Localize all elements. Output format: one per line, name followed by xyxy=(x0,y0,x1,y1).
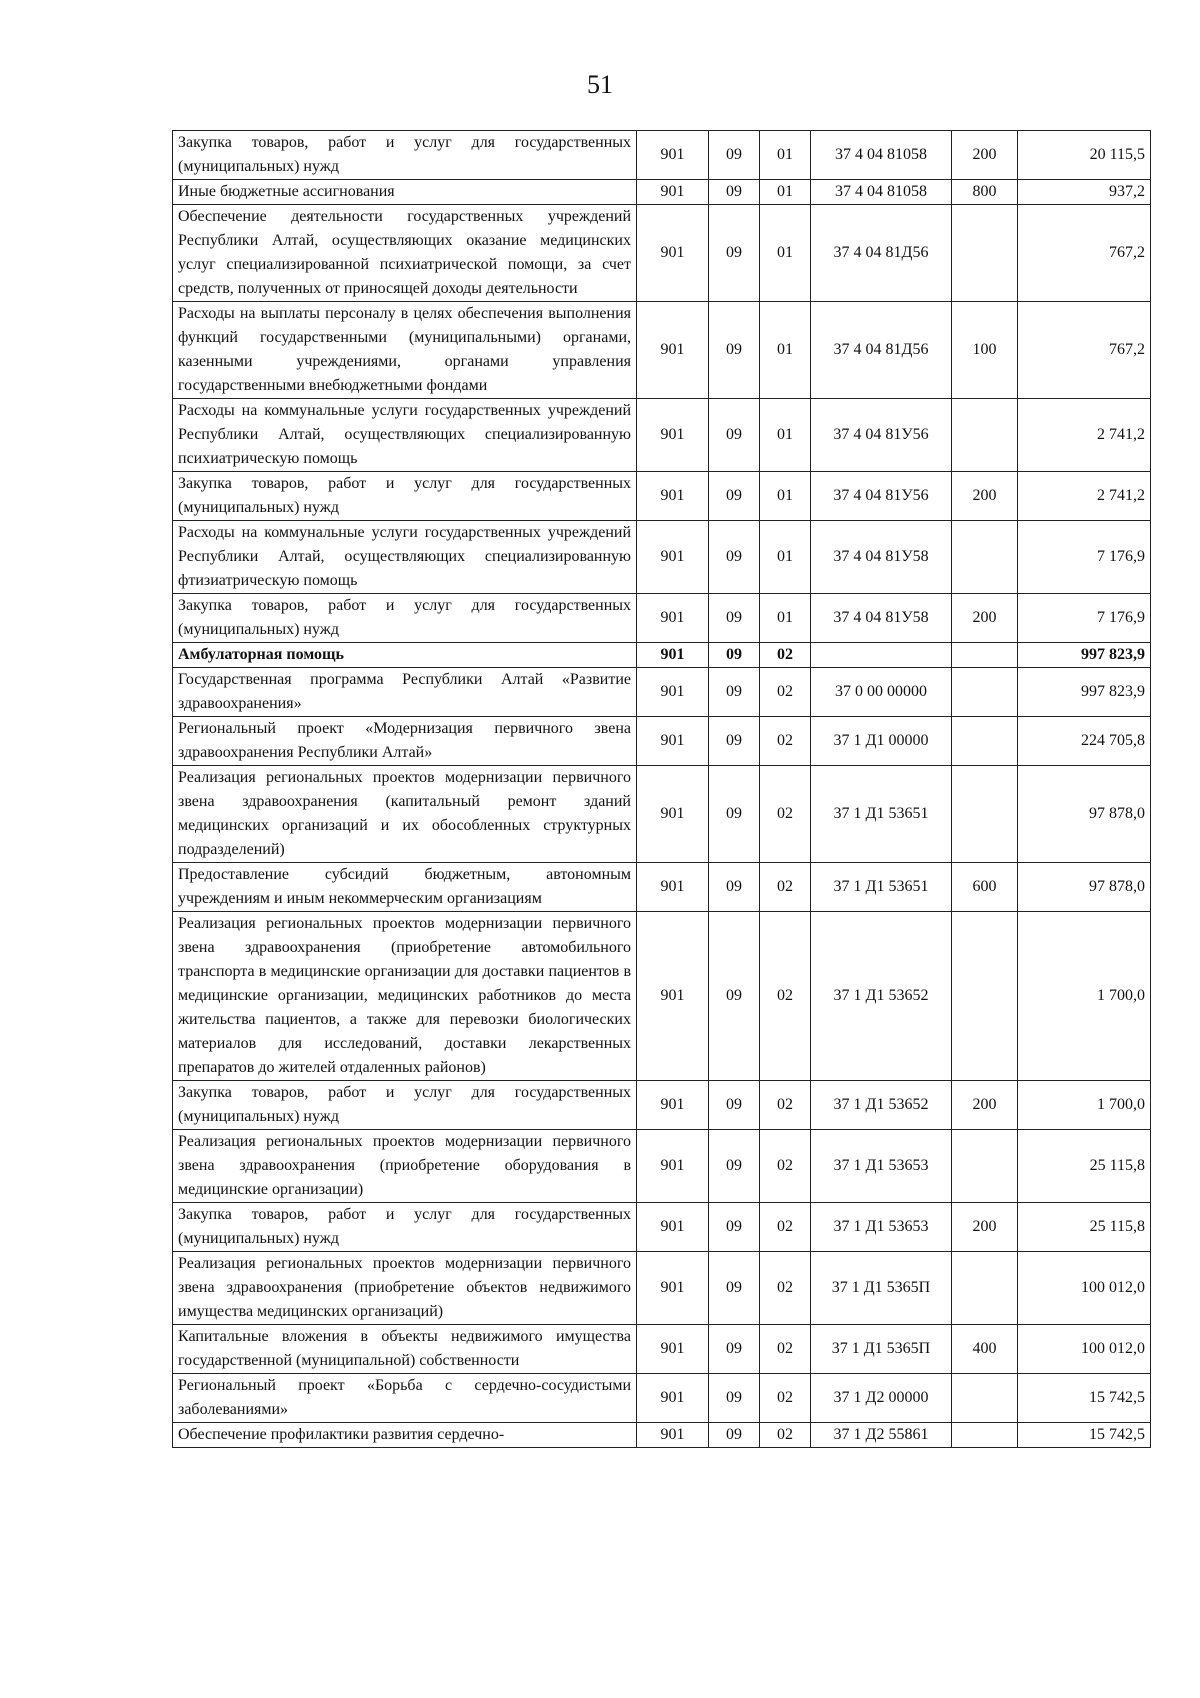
target-article-code: 37 1 Д1 53652 xyxy=(811,912,952,1081)
subsection-code: 01 xyxy=(760,472,811,521)
ministry-code: 901 xyxy=(637,472,709,521)
section-code: 09 xyxy=(709,399,760,472)
section-code: 09 xyxy=(709,1203,760,1252)
amount-value: 100 012,0 xyxy=(1018,1252,1151,1325)
subsection-code: 01 xyxy=(760,131,811,180)
section-code: 09 xyxy=(709,766,760,863)
ministry-code: 901 xyxy=(637,1325,709,1374)
ministry-code: 901 xyxy=(637,643,709,668)
row-description: Реализация региональных проектов модернизации первичного звена здравоохранения (приобретение автомобильного транспорта в медицинские организации для доставки пациентов в медицинские организации, медицинских работников до места жительства пациентов, а также для перевозки биологических материалов для исследований, доставки лекарственных препаратов до жителей отдаленных районов) xyxy=(173,912,637,1081)
section-code: 09 xyxy=(709,131,760,180)
ministry-code: 901 xyxy=(637,1252,709,1325)
table-row xyxy=(173,1081,1151,1130)
section-code: 09 xyxy=(709,1081,760,1130)
table-row xyxy=(173,1252,1151,1325)
target-article-code xyxy=(811,643,952,668)
target-article-code: 37 4 04 81Д56 xyxy=(811,205,952,302)
section-code: 09 xyxy=(709,717,760,766)
expense-type-code: 400 xyxy=(952,1325,1018,1374)
subsection-code: 02 xyxy=(760,1325,811,1374)
row-description: Закупка товаров, работ и услуг для государственных (муниципальных) нужд xyxy=(173,131,637,180)
table-row xyxy=(173,594,1151,643)
subsection-code: 01 xyxy=(760,594,811,643)
subsection-code: 02 xyxy=(760,643,811,668)
amount-value: 15 742,5 xyxy=(1018,1423,1151,1448)
expense-type-code: 800 xyxy=(952,180,1018,205)
amount-value: 25 115,8 xyxy=(1018,1203,1151,1252)
row-description: Расходы на коммунальные услуги государственных учреждений Республики Алтай, осуществляющих специализированную психиатрическую помощь xyxy=(173,399,637,472)
section-code: 09 xyxy=(709,205,760,302)
amount-value: 937,2 xyxy=(1018,180,1151,205)
amount-value: 100 012,0 xyxy=(1018,1325,1151,1374)
ministry-code: 901 xyxy=(637,302,709,399)
expense-type-code xyxy=(952,912,1018,1081)
target-article-code: 37 4 04 81058 xyxy=(811,180,952,205)
ministry-code: 901 xyxy=(637,521,709,594)
table-row xyxy=(173,863,1151,912)
subsection-code: 02 xyxy=(760,1130,811,1203)
expense-type-code xyxy=(952,717,1018,766)
amount-value: 7 176,9 xyxy=(1018,521,1151,594)
subsection-code: 01 xyxy=(760,521,811,594)
subsection-code: 02 xyxy=(760,1203,811,1252)
expense-type-code xyxy=(952,668,1018,717)
ministry-code: 901 xyxy=(637,594,709,643)
target-article-code: 37 1 Д1 53651 xyxy=(811,863,952,912)
target-article-code: 37 0 00 00000 xyxy=(811,668,952,717)
amount-value: 97 878,0 xyxy=(1018,766,1151,863)
target-article-code: 37 1 Д2 55861 xyxy=(811,1423,952,1448)
expense-type-code xyxy=(952,643,1018,668)
section-code: 09 xyxy=(709,594,760,643)
target-article-code: 37 4 04 81У56 xyxy=(811,472,952,521)
expense-type-code: 200 xyxy=(952,1081,1018,1130)
row-description: Реализация региональных проектов модернизации первичного звена здравоохранения (приобретение оборудования в медицинские организации) xyxy=(173,1130,637,1203)
row-description: Закупка товаров, работ и услуг для государственных (муниципальных) нужд xyxy=(173,594,637,643)
subsection-code: 01 xyxy=(760,302,811,399)
table-row xyxy=(173,399,1151,472)
ministry-code: 901 xyxy=(637,1130,709,1203)
row-description: Региональный проект «Борьба с сердечно-сосудистыми заболеваниями» xyxy=(173,1374,637,1423)
ministry-code: 901 xyxy=(637,717,709,766)
table-row xyxy=(173,1203,1151,1252)
row-description: Иные бюджетные ассигнования xyxy=(173,180,637,205)
target-article-code: 37 1 Д2 00000 xyxy=(811,1374,952,1423)
expense-type-code xyxy=(952,1374,1018,1423)
subsection-code: 02 xyxy=(760,863,811,912)
expense-type-code xyxy=(952,205,1018,302)
amount-value: 997 823,9 xyxy=(1018,643,1151,668)
table-row xyxy=(173,766,1151,863)
section-code: 09 xyxy=(709,1252,760,1325)
ministry-code: 901 xyxy=(637,1081,709,1130)
ministry-code: 901 xyxy=(637,1423,709,1448)
table-row xyxy=(173,717,1151,766)
amount-value: 15 742,5 xyxy=(1018,1374,1151,1423)
expense-type-code xyxy=(952,766,1018,863)
row-description: Закупка товаров, работ и услуг для государственных (муниципальных) нужд xyxy=(173,1203,637,1252)
target-article-code: 37 1 Д1 53651 xyxy=(811,766,952,863)
section-code: 09 xyxy=(709,863,760,912)
row-description: Государственная программа Республики Алтай «Развитие здравоохранения» xyxy=(173,668,637,717)
table-row xyxy=(173,643,1151,668)
section-code: 09 xyxy=(709,912,760,1081)
expense-type-code: 200 xyxy=(952,131,1018,180)
expense-type-code: 200 xyxy=(952,472,1018,521)
section-code: 09 xyxy=(709,643,760,668)
section-code: 09 xyxy=(709,1325,760,1374)
section-code: 09 xyxy=(709,1374,760,1423)
amount-value: 767,2 xyxy=(1018,205,1151,302)
budget-table xyxy=(172,130,1151,1448)
section-code: 09 xyxy=(709,1423,760,1448)
row-description: Реализация региональных проектов модернизации первичного звена здравоохранения (приобретение объектов недвижимого имущества медицинских организаций) xyxy=(173,1252,637,1325)
table-row xyxy=(173,1325,1151,1374)
section-code: 09 xyxy=(709,668,760,717)
table-row xyxy=(173,180,1151,205)
target-article-code: 37 1 Д1 5365П xyxy=(811,1325,952,1374)
table-row xyxy=(173,668,1151,717)
amount-value: 1 700,0 xyxy=(1018,1081,1151,1130)
subsection-code: 02 xyxy=(760,912,811,1081)
ministry-code: 901 xyxy=(637,205,709,302)
amount-value: 997 823,9 xyxy=(1018,668,1151,717)
target-article-code: 37 1 Д1 5365П xyxy=(811,1252,952,1325)
amount-value: 1 700,0 xyxy=(1018,912,1151,1081)
section-code: 09 xyxy=(709,521,760,594)
amount-value: 97 878,0 xyxy=(1018,863,1151,912)
row-description: Расходы на коммунальные услуги государственных учреждений Республики Алтай, осуществляющих специализированную фтизиатрическую помощь xyxy=(173,521,637,594)
ministry-code: 901 xyxy=(637,1374,709,1423)
row-description: Закупка товаров, работ и услуг для государственных (муниципальных) нужд xyxy=(173,472,637,521)
table-row xyxy=(173,131,1151,180)
section-code: 09 xyxy=(709,1130,760,1203)
expense-type-code xyxy=(952,1130,1018,1203)
expense-type-code xyxy=(952,1423,1018,1448)
table-row xyxy=(173,1130,1151,1203)
target-article-code: 37 1 Д1 00000 xyxy=(811,717,952,766)
budget-table-body xyxy=(173,131,1151,1448)
ministry-code: 901 xyxy=(637,399,709,472)
expense-type-code: 200 xyxy=(952,594,1018,643)
target-article-code: 37 4 04 81У58 xyxy=(811,594,952,643)
subsection-code: 01 xyxy=(760,205,811,302)
expense-type-code xyxy=(952,521,1018,594)
row-description: Капитальные вложения в объекты недвижимого имущества государственной (муниципальной) собственности xyxy=(173,1325,637,1374)
row-description: Расходы на выплаты персоналу в целях обеспечения выполнения функций государственными (муниципальными) органами, казенными учреждениями, органами управления государственными внебюджетными фондами xyxy=(173,302,637,399)
subsection-code: 02 xyxy=(760,1252,811,1325)
table-row xyxy=(173,912,1151,1081)
subsection-code: 02 xyxy=(760,1081,811,1130)
row-description: Амбулаторная помощь xyxy=(173,643,637,668)
subsection-code: 02 xyxy=(760,1423,811,1448)
target-article-code: 37 4 04 81У58 xyxy=(811,521,952,594)
target-article-code: 37 1 Д1 53653 xyxy=(811,1203,952,1252)
row-description: Обеспечение профилактики развития сердечно- xyxy=(173,1423,637,1448)
subsection-code: 02 xyxy=(760,717,811,766)
expense-type-code xyxy=(952,399,1018,472)
target-article-code: 37 1 Д1 53652 xyxy=(811,1081,952,1130)
ministry-code: 901 xyxy=(637,912,709,1081)
table-row xyxy=(173,521,1151,594)
table-row xyxy=(173,1374,1151,1423)
expense-type-code: 100 xyxy=(952,302,1018,399)
ministry-code: 901 xyxy=(637,1203,709,1252)
table-row xyxy=(173,302,1151,399)
subsection-code: 01 xyxy=(760,399,811,472)
row-description: Региональный проект «Модернизация первичного звена здравоохранения Республики Алтай» xyxy=(173,717,637,766)
subsection-code: 02 xyxy=(760,1374,811,1423)
table-row xyxy=(173,1423,1151,1448)
ministry-code: 901 xyxy=(637,668,709,717)
subsection-code: 02 xyxy=(760,766,811,863)
target-article-code: 37 1 Д1 53653 xyxy=(811,1130,952,1203)
amount-value: 20 115,5 xyxy=(1018,131,1151,180)
expense-type-code xyxy=(952,1252,1018,1325)
amount-value: 7 176,9 xyxy=(1018,594,1151,643)
ministry-code: 901 xyxy=(637,131,709,180)
row-description: Обеспечение деятельности государственных учреждений Республики Алтай, осуществляющих оказание медицинских услуг специализированной психиатрической помощи, за счет средств, полученных от приносящей доходы деятельности xyxy=(173,205,637,302)
section-code: 09 xyxy=(709,472,760,521)
amount-value: 2 741,2 xyxy=(1018,399,1151,472)
section-code: 09 xyxy=(709,302,760,399)
expense-type-code: 600 xyxy=(952,863,1018,912)
target-article-code: 37 4 04 81Д56 xyxy=(811,302,952,399)
expense-type-code: 200 xyxy=(952,1203,1018,1252)
row-description: Предоставление субсидий бюджетным, автономным учреждениям и иным некоммерческим организациям xyxy=(173,863,637,912)
row-description: Закупка товаров, работ и услуг для государственных (муниципальных) нужд xyxy=(173,1081,637,1130)
page-number: 51 xyxy=(587,70,613,99)
ministry-code: 901 xyxy=(637,863,709,912)
subsection-code: 01 xyxy=(760,180,811,205)
table-row xyxy=(173,472,1151,521)
ministry-code: 901 xyxy=(637,180,709,205)
section-code: 09 xyxy=(709,180,760,205)
amount-value: 224 705,8 xyxy=(1018,717,1151,766)
ministry-code: 901 xyxy=(637,766,709,863)
amount-value: 767,2 xyxy=(1018,302,1151,399)
row-description: Реализация региональных проектов модернизации первичного звена здравоохранения (капитальный ремонт зданий медицинских организаций и их обособленных структурных подразделений) xyxy=(173,766,637,863)
target-article-code: 37 4 04 81058 xyxy=(811,131,952,180)
target-article-code: 37 4 04 81У56 xyxy=(811,399,952,472)
amount-value: 2 741,2 xyxy=(1018,472,1151,521)
table-row xyxy=(173,205,1151,302)
subsection-code: 02 xyxy=(760,668,811,717)
amount-value: 25 115,8 xyxy=(1018,1130,1151,1203)
